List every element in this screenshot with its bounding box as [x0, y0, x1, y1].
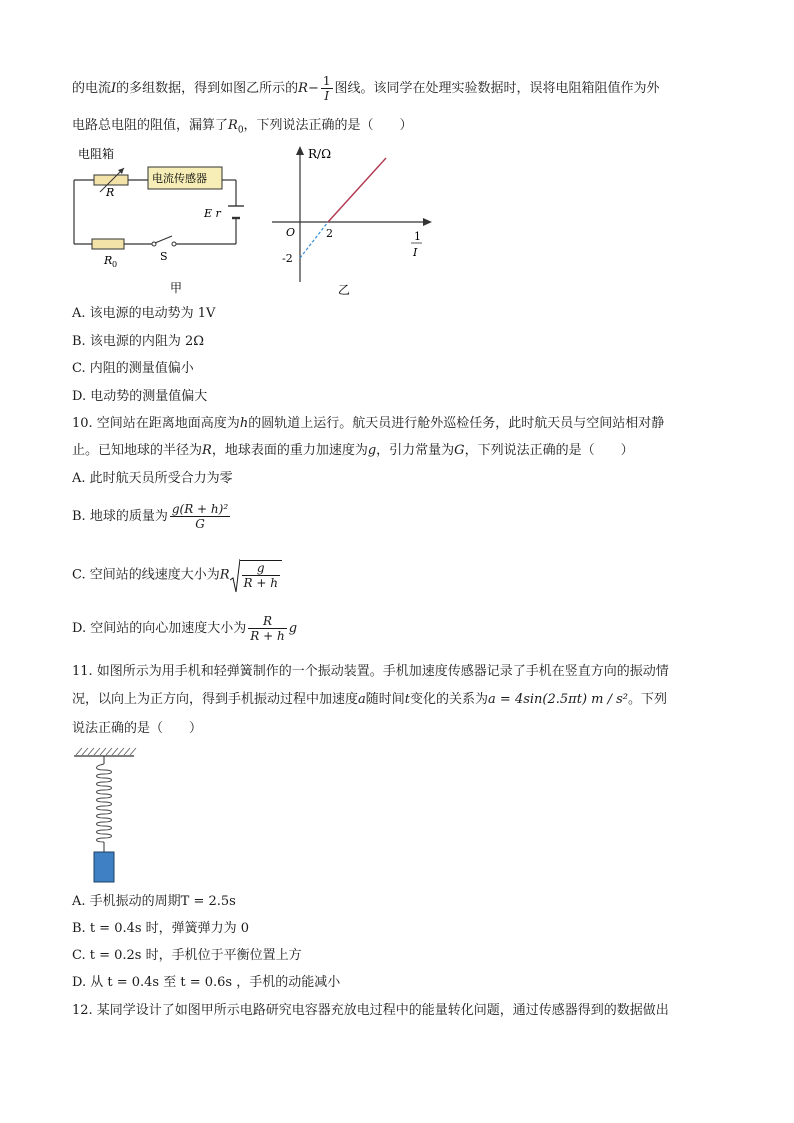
svg-text:0: 0	[112, 260, 118, 269]
q10-line-2: 止。已知地球的半径为R，地球表面的重力加速度为g，引力常量为G，下列说法正确的是（ ）	[72, 443, 634, 458]
svg-text:1: 1	[414, 230, 421, 243]
q11-option-c: C. t = 0.2s 时，手机位于平衡位置上方	[72, 948, 302, 963]
q9-line-2: 电路总电阻的阻值，漏算了$R_0$，下列说法正确的是（ ）	[72, 118, 413, 136]
q11-option-d: D. 从 t = 0.4s 至 t = 0.6s ，手机的动能减小	[72, 975, 341, 990]
figure-yi-caption: 乙	[338, 283, 351, 297]
resistor-r0-icon	[92, 239, 124, 249]
svg-text:-2: -2	[282, 252, 293, 265]
spring-phone-figure	[72, 744, 138, 886]
svg-text:2: 2	[326, 227, 333, 240]
svg-text:O: O	[286, 226, 296, 239]
q11-line-2: 况，以向上为正方向，得到手机振动过程中加速度a随时间t变化的关系为a = 4sin(2.5πt) m / s²。下列	[72, 692, 668, 707]
data-line	[328, 158, 386, 222]
resistor-box-label: 电阻箱	[78, 147, 115, 161]
q10-option-d: D. 空间站的向心加速度大小为 $\frac{R}{R + h}$ g	[72, 614, 298, 643]
current-sensor-label: 电流传感器	[152, 172, 207, 185]
q10-option-c: C. 空间站的线速度大小为R $\frac{g}{R + h}$	[72, 560, 282, 590]
q11-line-3: 说法正确的是（ ）	[72, 721, 203, 736]
dashed-extrapolation-line	[300, 222, 328, 258]
q9-option-a: A. 该电源的电动势为 1V	[72, 306, 216, 321]
svg-text:E r: E r	[204, 207, 221, 220]
phone-block-icon	[94, 852, 114, 882]
r-vs-inverse-i-graph	[262, 144, 440, 300]
svg-text:R: R	[106, 186, 115, 199]
q11-line-1: 11. 如图所示为用手机和轻弹簧制作的一个振动装置。手机加速度传感器记录了手机在竖直方向的振动情	[72, 664, 669, 679]
q10-option-b: B. 地球的质量为 $\frac{\text{g(R + h)²}}{G}$	[72, 502, 229, 531]
svg-text:I: I	[413, 246, 418, 259]
q9-option-c: C. 内阻的测量值偏小	[72, 361, 194, 376]
svg-text:R: R	[104, 254, 113, 267]
q9-option-b: B. 该电源的内阻为 2Ω	[72, 334, 204, 349]
svg-text:S: S	[160, 250, 168, 263]
q9-option-d: D. 电动势的测量值偏大	[72, 389, 208, 404]
q10-option-a: A. 此时航天员所受合力为零	[72, 471, 233, 486]
variable-resistor-icon	[94, 175, 128, 185]
figure-jia-caption: 甲	[170, 281, 183, 295]
sqrt-symbol: $\frac{g}{R + h}$	[230, 560, 282, 590]
q12-line-1: 12. 某同学设计了如图甲所示电路研究电容器充放电过程中的能量转化问题，通过传感器得到的数据做出	[72, 1003, 669, 1018]
circuit-diagram	[66, 144, 246, 296]
svg-text:R/Ω: R/Ω	[308, 147, 332, 161]
spring-icon	[97, 764, 112, 842]
q11-option-b: B. t = 0.4s 时，弹簧弹力为 0	[72, 921, 250, 936]
q11-option-a: A. 手机振动的周期T = 2.5s	[72, 894, 236, 909]
fraction-1-over-I: $\frac{1}{I}$	[322, 74, 331, 103]
q9-line-1: 的电流I的多组数据，得到如图乙所示的R− $\frac{1}{I}$ 图线。该同学在处理实验数据时，误将电阻箱阻值作为外	[72, 74, 660, 103]
q10-line-1: 10. 空间站在距离地面高度为h的圆轨道上运行。航天员进行舱外巡检任务，此时航天员与空间站相对静	[72, 416, 665, 431]
